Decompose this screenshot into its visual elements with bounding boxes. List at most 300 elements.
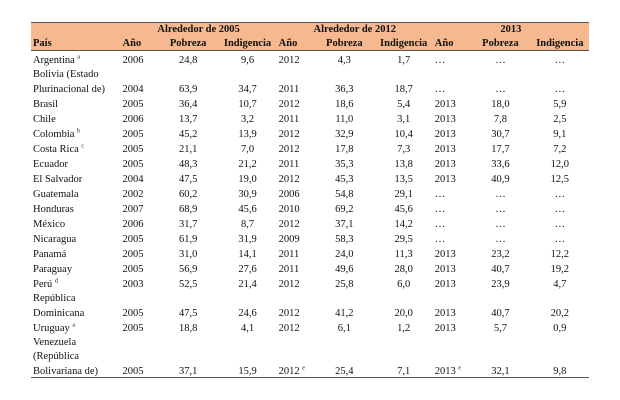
indigence-2012-cell (375, 200, 433, 215)
poverty-2012-value: 54,8 (335, 189, 354, 200)
indigence-2005-cell (218, 215, 276, 230)
poverty-2005-cell (158, 245, 218, 260)
poverty-2005-cell (158, 51, 218, 67)
poverty-table (31, 22, 589, 378)
year-2012-cell (277, 110, 314, 125)
indigence-2013-cell (531, 200, 589, 215)
indigence-2012-value: 11,3 (394, 249, 413, 260)
poverty-2012-cell (314, 334, 374, 348)
year-2012-value: 2012 (278, 99, 300, 110)
poverty-2013-value: 18,0 (491, 99, 510, 110)
year-2012-cell (277, 319, 314, 334)
poverty-2005-cell (158, 304, 218, 319)
column-header-poverty: Pobreza (470, 36, 530, 51)
table-row (31, 260, 589, 275)
poverty-2013-cell (470, 200, 530, 215)
year-2005-value: 2005 (122, 144, 144, 155)
indigence-2012-value: 10,4 (394, 129, 413, 140)
poverty-2005-cell (158, 215, 218, 230)
poverty-2005-cell (158, 334, 218, 348)
indigence-2012-cell (375, 215, 433, 230)
year-2012-cell (277, 260, 314, 275)
year-2005-value: 2005 (122, 308, 144, 319)
year-2005-value: 2004 (122, 174, 144, 185)
year-2013-value: 2013 (434, 99, 456, 110)
poverty-2005-value: 31,7 (178, 219, 198, 230)
year-2013-value: 2013 (434, 264, 456, 275)
poverty-2005-value: 60,2 (178, 189, 198, 200)
indigence-2012-cell (375, 362, 433, 378)
poverty-2005-value: 68,9 (178, 204, 198, 215)
poverty-2012-value: 49,6 (335, 264, 354, 275)
country-name: México (33, 219, 66, 230)
year-2013-value: 2013 (434, 366, 456, 377)
year-2005-cell (121, 140, 158, 155)
indigence-2013-cell (531, 319, 589, 334)
poverty-2005-cell (158, 290, 218, 304)
indigence-2005-value: 10,7 (238, 99, 257, 110)
table-row (31, 362, 589, 378)
poverty-2012-cell (314, 170, 374, 185)
footnote-marker: c (81, 143, 85, 150)
year-2013-cell (433, 275, 470, 290)
poverty-2005-value: 21,1 (178, 144, 198, 155)
indigence-2005-cell (218, 95, 276, 110)
year-2013-cell (433, 290, 470, 304)
country-name: Costa Rica (33, 144, 79, 155)
table-row (31, 140, 589, 155)
poverty-2013-cell (470, 51, 530, 67)
indigence-2005-value: 9,6 (240, 55, 255, 66)
year-2013-value: 2013 (434, 323, 456, 334)
indigence-2005-cell (218, 200, 276, 215)
indigence-2005-cell (218, 140, 276, 155)
year-2013-value: … (434, 55, 446, 66)
indigence-2013-value: 12,2 (550, 249, 569, 260)
poverty-2005-value: 47,5 (178, 308, 198, 319)
year-2012-value: 2012 (278, 366, 300, 377)
poverty-2012-cell (314, 155, 374, 170)
indigence-2012-cell (375, 334, 433, 348)
year-2013-cell (433, 155, 470, 170)
indigence-2013-value: 4,7 (553, 279, 567, 290)
indigence-2013-value: 7,2 (553, 144, 567, 155)
indigence-2012-value: 28,0 (394, 264, 413, 275)
year-2005-cell (121, 230, 158, 245)
poverty-2012-value: 18,6 (335, 99, 354, 110)
poverty-2013-value: 40,9 (491, 174, 510, 185)
year-2005-value: 2005 (122, 264, 144, 275)
indigence-2012-cell (375, 260, 433, 275)
poverty-2012-cell (314, 125, 374, 140)
indigence-2012-value: 6,0 (397, 279, 411, 290)
year-2012-cell (277, 80, 314, 95)
country-name: Uruguay (33, 323, 70, 334)
indigence-2012-cell (375, 51, 433, 67)
indigence-2013-value: … (554, 234, 566, 245)
indigence-2012-value: 7,1 (397, 366, 411, 377)
indigence-2012-cell (375, 110, 433, 125)
indigence-2005-value: 27,6 (238, 264, 257, 275)
poverty-2013-value: … (495, 55, 506, 66)
indigence-2005-cell (218, 275, 276, 290)
poverty-2005-cell (158, 95, 218, 110)
year-2005-value: 2005 (122, 366, 144, 377)
poverty-2005-cell (158, 275, 218, 290)
year-2005-cell (121, 110, 158, 125)
poverty-2012-value: 17,8 (335, 144, 354, 155)
year-2005-value: 2006 (122, 219, 144, 230)
poverty-2005-cell (158, 319, 218, 334)
year-2013-value: 2013 (434, 174, 456, 185)
table-row (31, 51, 589, 67)
footnote-marker: e (302, 365, 305, 372)
column-header-year: Año (121, 36, 158, 51)
indigence-2005-cell (218, 348, 276, 362)
country-cell (31, 230, 121, 245)
country-name: Bolivariana de) (33, 366, 99, 377)
year-2012-value: 2012 (278, 279, 300, 290)
poverty-2012-cell (314, 66, 374, 80)
poverty-2005-value: 31,0 (178, 249, 198, 260)
year-2005-cell (121, 200, 158, 215)
indigence-2005-cell (218, 245, 276, 260)
indigence-2005-cell (218, 260, 276, 275)
poverty-2013-cell (470, 66, 530, 80)
year-2012-value: 2012 (278, 129, 300, 140)
indigence-2012-value: 5,4 (397, 99, 411, 110)
poverty-2013-cell (470, 185, 530, 200)
year-2012-value: 2012 (278, 308, 300, 319)
country-cell (31, 125, 121, 140)
year-2013-value: 2013 (434, 144, 456, 155)
year-2013-cell (433, 170, 470, 185)
indigence-2005-value: 7,0 (240, 144, 255, 155)
poverty-2013-cell (470, 140, 530, 155)
year-2005-cell (121, 66, 158, 80)
year-2013-cell (433, 260, 470, 275)
poverty-2013-value: 33,6 (491, 159, 510, 170)
poverty-2012-cell (314, 95, 374, 110)
indigence-2005-value: 34,7 (238, 84, 257, 95)
indigence-2013-value: … (554, 84, 566, 95)
indigence-2005-value: 13,9 (238, 129, 257, 140)
column-header-poverty: Pobreza (314, 36, 374, 51)
poverty-2012-cell (314, 200, 374, 215)
indigence-2013-cell (531, 66, 589, 80)
poverty-2013-value: 30,7 (491, 129, 510, 140)
indigence-2012-value: 3,1 (397, 114, 411, 125)
country-cell (31, 185, 121, 200)
year-2013-value: … (434, 204, 446, 215)
year-2012-cell (277, 290, 314, 304)
poverty-2005-value: 36,4 (178, 99, 198, 110)
country-cell (31, 95, 121, 110)
indigence-2013-value: 2,5 (553, 114, 567, 125)
year-2012-value: 2012 (278, 323, 300, 334)
country-name: El Salvador (33, 174, 83, 185)
table-row (31, 185, 589, 200)
table-row (31, 290, 589, 304)
column-header-poverty: Pobreza (158, 36, 218, 51)
year-2013-value: 2013 (434, 159, 456, 170)
indigence-2012-cell (375, 319, 433, 334)
indigence-2005-value: 31,9 (238, 234, 257, 245)
indigence-2012-value: 29,1 (394, 189, 413, 200)
indigence-2012-cell (375, 304, 433, 319)
poverty-2012-value: 25,4 (335, 366, 354, 377)
poverty-2013-cell (470, 215, 530, 230)
indigence-2012-value: 18,7 (394, 84, 413, 95)
group-header-2013: 2013 (433, 23, 589, 37)
poverty-2012-value: 69,2 (335, 204, 354, 215)
country-name: Honduras (33, 204, 74, 215)
country-cell (31, 334, 121, 348)
country-cell (31, 170, 121, 185)
indigence-2013-cell (531, 80, 589, 95)
poverty-2005-cell (158, 200, 218, 215)
year-2012-value: 2012 (278, 219, 300, 230)
year-2013-value: 2013 (434, 129, 456, 140)
year-2005-value: 2003 (122, 279, 144, 290)
year-2013-cell (433, 185, 470, 200)
year-2005-cell (121, 170, 158, 185)
country-cell (31, 348, 121, 362)
country-name: Perú (33, 279, 53, 290)
indigence-2013-value: 19,2 (550, 264, 569, 275)
indigence-2013-cell (531, 290, 589, 304)
footnote-marker: e (458, 365, 462, 372)
year-2012-cell (277, 51, 314, 67)
column-header-indigence: Indigencia (375, 36, 433, 51)
column-header-country: País (31, 36, 121, 51)
poverty-2012-value: 41,2 (335, 308, 354, 319)
year-2005-cell (121, 215, 158, 230)
poverty-2013-cell (470, 230, 530, 245)
table-row (31, 334, 589, 348)
year-2012-value: 2012 (278, 144, 300, 155)
poverty-2012-value: 35,3 (335, 159, 354, 170)
poverty-2012-cell (314, 260, 374, 275)
year-2005-cell (121, 125, 158, 140)
indigence-2005-cell (218, 155, 276, 170)
indigence-2005-cell (218, 319, 276, 334)
table-row (31, 80, 589, 95)
year-2012-value: 2011 (278, 249, 300, 260)
footnote-marker: b (77, 128, 81, 135)
poverty-2012-cell (314, 245, 374, 260)
table-row (31, 66, 589, 80)
poverty-2013-value: 5,7 (493, 323, 508, 334)
indigence-2013-value: 0,9 (553, 323, 567, 334)
poverty-2012-value: 24,0 (335, 249, 354, 260)
indigence-2005-cell (218, 334, 276, 348)
indigence-2013-value: 5,9 (553, 99, 567, 110)
group-header-2012: Alrededor de 2012 (277, 23, 433, 37)
poverty-2012-cell (314, 51, 374, 67)
year-2005-cell (121, 362, 158, 378)
indigence-2005-cell (218, 290, 276, 304)
year-2012-value: 2012 (278, 174, 300, 185)
indigence-2005-cell (218, 304, 276, 319)
poverty-2012-cell (314, 185, 374, 200)
indigence-2005-cell (218, 51, 276, 67)
indigence-2012-value: 13,8 (394, 159, 413, 170)
year-2013-value: … (434, 84, 446, 95)
year-2005-value: 2002 (122, 189, 144, 200)
year-2012-value: 2006 (278, 189, 300, 200)
poverty-2012-cell (314, 348, 374, 362)
year-2013-value: … (434, 189, 446, 200)
year-2005-value: 2006 (122, 114, 144, 125)
column-header-year: Año (277, 36, 314, 51)
header-column-row (31, 36, 589, 51)
indigence-2013-cell (531, 245, 589, 260)
table-body (31, 51, 589, 378)
indigence-2005-cell (218, 230, 276, 245)
poverty-2012-cell (314, 319, 374, 334)
header-group-row (31, 23, 589, 37)
indigence-2012-value: 7,3 (397, 144, 411, 155)
header-blank (31, 23, 121, 37)
country-name: (República (33, 351, 80, 362)
poverty-2005-cell (158, 260, 218, 275)
year-2013-value: 2013 (434, 249, 456, 260)
poverty-2013-cell (470, 245, 530, 260)
country-cell (31, 275, 121, 290)
poverty-2013-value: 23,2 (491, 249, 510, 260)
column-header-indigence: Indigencia (531, 36, 589, 51)
poverty-2013-value: 23,9 (491, 279, 510, 290)
indigence-2013-cell (531, 170, 589, 185)
poverty-2012-cell (314, 215, 374, 230)
table-row (31, 275, 589, 290)
indigence-2013-value: … (554, 204, 566, 215)
poverty-2013-cell (470, 110, 530, 125)
poverty-2005-value: 37,1 (178, 366, 198, 377)
year-2012-value: 2011 (278, 159, 300, 170)
country-cell (31, 80, 121, 95)
indigence-2012-cell (375, 348, 433, 362)
country-name: Bolivia (Estado (33, 69, 99, 80)
indigence-2012-cell (375, 170, 433, 185)
poverty-2012-value: 37,1 (335, 219, 354, 230)
poverty-2013-value: … (495, 84, 506, 95)
poverty-2013-value: … (495, 234, 506, 245)
indigence-2005-value: 21,2 (238, 159, 257, 170)
poverty-2012-value: 4,3 (337, 55, 351, 66)
country-name: Argentina (33, 55, 75, 66)
year-2012-value: 2011 (278, 114, 300, 125)
year-2005-cell (121, 245, 158, 260)
indigence-2012-value: 1,7 (397, 55, 411, 66)
indigence-2012-value: 14,2 (394, 219, 413, 230)
poverty-2012-value: 25,8 (335, 279, 354, 290)
poverty-2005-value: 47,5 (178, 174, 198, 185)
indigence-2013-cell (531, 140, 589, 155)
country-cell (31, 200, 121, 215)
year-2012-cell (277, 245, 314, 260)
year-2012-value: 2010 (278, 204, 300, 215)
indigence-2005-cell (218, 185, 276, 200)
country-cell (31, 362, 121, 378)
year-2013-cell (433, 200, 470, 215)
poverty-2013-cell (470, 125, 530, 140)
country-name: Paraguay (33, 264, 73, 275)
country-cell (31, 319, 121, 334)
year-2005-value: 2005 (122, 323, 144, 334)
country-cell (31, 140, 121, 155)
year-2005-cell (121, 95, 158, 110)
poverty-2013-value: 7,8 (493, 114, 508, 125)
country-cell (31, 245, 121, 260)
year-2005-cell (121, 185, 158, 200)
indigence-2013-cell (531, 348, 589, 362)
indigence-2012-cell (375, 275, 433, 290)
country-cell (31, 290, 121, 304)
table-row (31, 95, 589, 110)
indigence-2005-cell (218, 362, 276, 378)
country-name: Chile (33, 114, 56, 125)
indigence-2013-cell (531, 362, 589, 378)
poverty-2012-value: 36,3 (335, 84, 354, 95)
year-2012-cell (277, 215, 314, 230)
poverty-2005-value: 13,7 (178, 114, 198, 125)
poverty-2005-value: 45,2 (178, 129, 198, 140)
indigence-2005-value: 14,1 (238, 249, 257, 260)
poverty-2005-value: 24,8 (178, 55, 198, 66)
year-2013-cell (433, 319, 470, 334)
year-2005-cell (121, 51, 158, 67)
year-2005-cell (121, 290, 158, 304)
indigence-2005-value: 45,6 (238, 204, 257, 215)
year-2005-cell (121, 304, 158, 319)
poverty-2013-cell (470, 334, 530, 348)
column-header-year: Año (433, 36, 470, 51)
country-name: Panamá (33, 249, 67, 260)
poverty-2005-cell (158, 66, 218, 80)
country-name: Brasil (33, 99, 59, 110)
poverty-2013-value: 17,7 (491, 144, 510, 155)
country-name: Venezuela (33, 337, 77, 348)
poverty-2013-cell (470, 170, 530, 185)
indigence-2005-value: 3,2 (240, 114, 255, 125)
year-2005-value: 2005 (122, 159, 144, 170)
poverty-2005-cell (158, 230, 218, 245)
indigence-2013-value: … (554, 219, 566, 230)
year-2012-cell (277, 66, 314, 80)
poverty-2013-cell (470, 155, 530, 170)
indigence-2012-cell (375, 155, 433, 170)
country-cell (31, 110, 121, 125)
year-2013-cell (433, 80, 470, 95)
year-2005-cell (121, 155, 158, 170)
indigence-2005-cell (218, 66, 276, 80)
poverty-2005-value: 18,8 (178, 323, 198, 334)
poverty-2005-value: 52,5 (178, 279, 198, 290)
indigence-2012-cell (375, 140, 433, 155)
indigence-2013-cell (531, 110, 589, 125)
year-2012-cell (277, 275, 314, 290)
indigence-2013-value: … (554, 189, 566, 200)
table-row (31, 319, 589, 334)
year-2013-cell (433, 334, 470, 348)
poverty-2013-value: 32,1 (491, 366, 510, 377)
indigence-2012-cell (375, 80, 433, 95)
year-2005-value: 2007 (122, 204, 144, 215)
poverty-2013-value: 40,7 (491, 264, 510, 275)
year-2005-value: 2005 (122, 234, 144, 245)
